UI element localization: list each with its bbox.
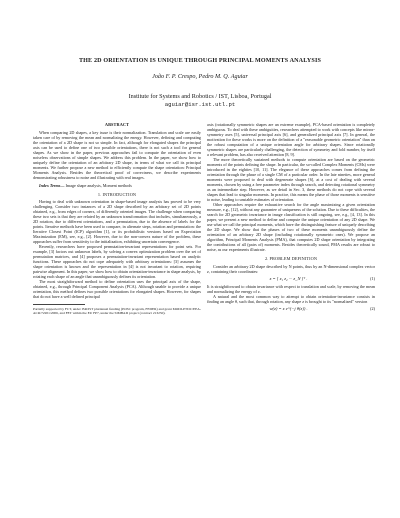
abstract-heading: ABSTRACT (104, 122, 130, 127)
equation-2-body: w(z) = z e^(−j θ(z)) . (269, 306, 308, 311)
paper-affiliation: Institute for Systems and Robotics / IST, Lisboa, Portugal (128, 93, 272, 100)
paper-email: aguiar@isr.ist.utl.pt (164, 101, 236, 108)
problem-paragraph: Consider an arbitrary 2D shape described by N points, thus by an N-dimensional complex vector z, containing their coordinates: (207, 263, 375, 274)
problem-paragraph: A natural and the most common way to attempt to obtain orientation-invariance consists in finding an angle θ, such that, through rotation, any shape z is brought to its "normalized" version (207, 293, 375, 304)
intro-paragraph: The more theoretically sustained methods to compute orientation are based on the geometric moments of the points defining the shape. In particular, the so-called Complex Moments (CMs) were introduced in the eighties [10, 11]. The elegance of these approaches comes from defining the orientation through the phase of a single CM of a particular order. In the late nineties, more general moments were proposed to deal with degenerate shapes [6], at a cost of dealing with several moments, chosen by using a free parameter index through search, and detecting rotational symmetry as an intermediate step. However, as we detail in Sec. 3, these methods do not cope with several shapes that lead to singular moments. In practice, this means the phase of those moments is sensitive to noise, leading to unstable estimates of orientation. (207, 157, 375, 202)
equation-1 (207, 276, 375, 281)
problem-paragraph: It is straightforward to obtain invariance with respect to translation and scale, by removing the mean and normalizing the energy of z. (207, 283, 375, 294)
intro-paragraph: Other approaches require the exhaustive search for the angle maximizing a given orientation measure, e.g., [12], without any guarantee of uniqueness of the solution. Due to these difficulties, the search for 2D geometric invariance in image classification is still ongoing, see, e.g., [4, 13]. In this paper, we present a new method to define and compute the unique orientation of any 2D shape. We use what we call the principal moments, which have the distinguishing feature of uniquely describing the 2D shape. We show that the phases of two of these moments unambiguously define the orientation of an arbitrary 2D shape (including rotationally symmetric ones). We propose an algorithm, Principal Moments Analysis (PMA), that computes 2D shape orientation by integrating the contributions of all (pairs of) moments. Besides theoretically sound, PMA results are robust to noise, as our experiments illustrate. (207, 202, 375, 252)
equation-1-number: (1) (370, 276, 375, 281)
left-column (33, 122, 201, 316)
intro-paragraph: Recently, researchers have proposed permutation-invariant representations for point sets. For example, [3] factors out unknown labels, by solving a convex optimization problem over the set of permutation matrices, and [4] proposes a permutation-invariant representation based on analytic functions. These approaches do not cope adequately with arbitrary orientations: [3] assumes the shape orientation is known and the representation in [4] is not invariant to rotation, requiring pairwise alignment. In this paper, we show how to obtain orientation-invariance in shape analysis, by rotating each shape of an angle that unambiguously defines its orientation. (33, 244, 201, 279)
paper-title: THE 2D ORIENTATION IS UNIQUE THROUGH PRINCIPAL MOMENTS ANALYSIS (78, 58, 322, 64)
index-terms-label: Index Terms— (39, 182, 65, 188)
intro-paragraph: The most straightforward method to define orientation uses the principal axis of the shape, obtained, e.g., through Principal Component Analysis (PCA). Although unable to provide a unique orientation, this method defines two possible orientations for elongated shapes. However, for shapes that do not have a well defined principal (33, 279, 201, 299)
equation-2 (207, 306, 375, 311)
equation-2-number: (2) (370, 306, 375, 311)
footnote: Partially supported by FCT, under ISR/IST plurianual funding (POSC program, FEDER) and grant MODI-PTDC/EEA-ACR/72201/2006, and FET within the EU FP7, under the SIMBAD project (contract 213250). (33, 307, 201, 316)
paper-authors: João F. P. Crespo, Pedro M. Q. Aguiar (152, 73, 248, 80)
section-heading-problem-definition: 2. PROBLEM DEFINITION (264, 256, 318, 261)
equation-1-body: z = [ z₁ z₂ ··· z_N ]ᵀ . (269, 276, 308, 281)
right-column (207, 122, 375, 314)
section-heading-introduction: 1. INTRODUCTION (97, 191, 137, 197)
intro-paragraph: axis (rotationally symmetric shapes are an extreme example), PCA-based orientation is completely ambiguous. To deal with these ambiguities, researchers attempted to work with concepts like mirror-symmetry axes [5], universal principal axis [6], and generalized principal axis [7]. In general, the motivation for these works is more on the definition of a "reasonable geometric orientation" than on the robust computation of a unique orientation angle for arbitrary shapes. Since rotationally symmetric shapes are particularly challenging, the detection of symmetry and fold number, by itself a relevant problem, has also received attention [8, 9]. (207, 122, 375, 157)
abstract-text: When comparing 2D shapes, a key issue is their normalization. Translation and scale are easily taken care of by removing the mean and normalizing the energy. However, defining and computing the orientation of a 2D shape is not so simple. In fact, although for elongated shapes the principal axis can be used to define one of two possible orientations, there is not such a tool for general shapes. As we show in the paper, previous approaches fail to compute the orientation of even noiseless observations of simple shapes. We address this problem. In the paper, we show how to uniquely define the orientation of an arbitrary 2D shape, in terms of what we call its principal moments. We further propose a new method to efficiently compute the shape orientation: Principal Moments Analysis. Besides the theoretical proof of correctness, we describe experiments demonstrating robustness to noise and illustrating with real images. (33, 129, 201, 180)
footnote-rule (33, 304, 85, 305)
intro-paragraph: Having to deal with unknown orientation in shape-based image analysis has proved to be very challenging. Consider two instances of a 2D shape described by an arbitrary set of 2D points obtained, e.g., from edges of corners, of differently oriented images. The challenge when comparing these two sets is that they are related by an unknown transformation that includes, simultaneously, a 2D rotation, due to different orientations, and a permutation, due to the absence of labels for the points. Iterative methods have been used to compare, in alternate steps, rotation and permutation: the Iterative Closest Point (ICP) algorithm [1], or its probabilistic versions based on Expectation Maximization (EM), see, e.g., [2]. However, due to the non-convex nature of the problem, these approaches suffer from sensitivity to the initialization, exhibiting uncertain convergence. (33, 199, 201, 244)
index-terms-text: Image shape analysis, Moment methods (64, 182, 132, 188)
